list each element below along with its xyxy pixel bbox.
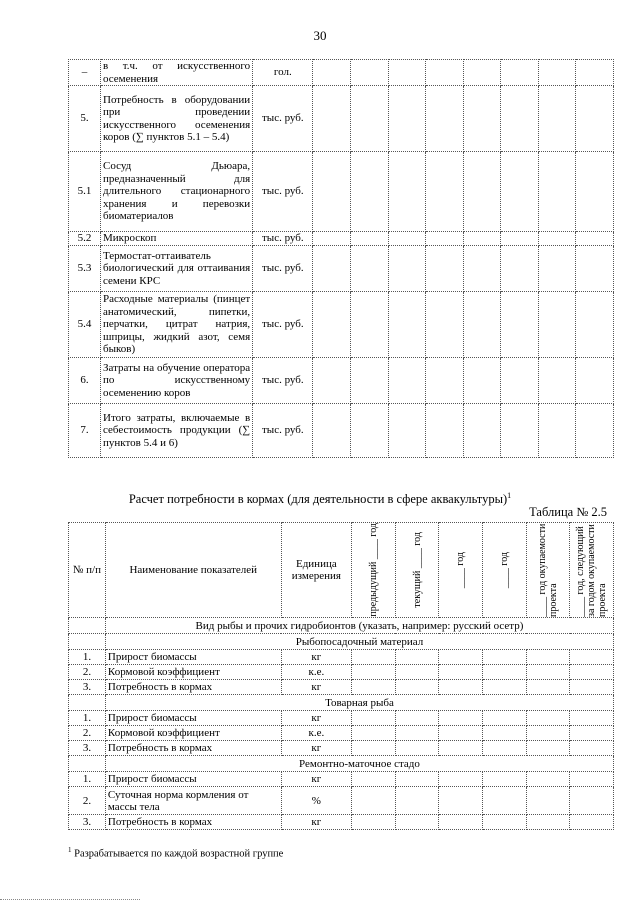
group-title: Ремонтно-маточное стадо: [105, 756, 613, 772]
data-cell: [538, 358, 576, 404]
data-cell: [352, 815, 396, 830]
data-cell: [426, 292, 464, 358]
data-cell: [483, 815, 527, 830]
data-cell: [576, 358, 614, 404]
data-cell: [538, 292, 576, 358]
data-cell: [570, 772, 614, 787]
header-col-5: [526, 523, 570, 618]
data-cell: [351, 246, 389, 292]
data-cell: [439, 665, 483, 680]
species-row: [69, 618, 614, 634]
footnote: [68, 846, 283, 860]
row-name: Потребность в кормах: [105, 815, 281, 830]
row-number: 2.: [69, 787, 106, 815]
row-unit: к.е.: [281, 726, 352, 741]
row-unit: тыс. руб.: [253, 358, 313, 404]
table-row: [69, 711, 614, 726]
header-unit: Единица измерения: [281, 523, 352, 618]
data-cell: [463, 86, 501, 152]
header-num: № п/п: [69, 523, 106, 618]
group-row: [69, 695, 614, 711]
data-cell: [538, 232, 576, 246]
data-cell: [395, 741, 439, 756]
row-name: Итого затраты, включаемые в себестоимость продукции (∑ пунктов 5.4 и 6): [101, 404, 253, 458]
table-row: [69, 815, 614, 830]
row-name: Потребность в кормах: [105, 680, 281, 695]
equipment-cost-table: [68, 59, 614, 458]
row-name: Затраты на обучение оператора по искусственному осеменению коров: [101, 358, 253, 404]
data-cell: [313, 60, 351, 86]
table-row: [69, 741, 614, 756]
data-cell: [426, 152, 464, 232]
footnote-mark-2: 1: [68, 846, 72, 854]
table-row: [69, 232, 614, 246]
header-col-4-text: ____ год: [498, 551, 510, 589]
data-cell: [352, 680, 396, 695]
table-row: [69, 665, 614, 680]
data-cell: [463, 404, 501, 458]
header-col-4: [483, 523, 527, 618]
data-cell: [570, 665, 614, 680]
data-cell: [388, 404, 426, 458]
row-number: 2.: [69, 665, 106, 680]
data-cell: [463, 358, 501, 404]
header-col-2-text: текущий ____ год: [411, 532, 423, 608]
data-cell: [395, 815, 439, 830]
data-cell: [526, 815, 570, 830]
data-cell: [351, 404, 389, 458]
data-cell: [570, 726, 614, 741]
row-unit: кг: [281, 815, 352, 830]
row-number: 5.3: [69, 246, 101, 292]
data-cell: [439, 650, 483, 665]
table-row: [69, 246, 614, 292]
data-cell: [463, 232, 501, 246]
data-cell: [538, 404, 576, 458]
data-cell: [483, 711, 527, 726]
data-cell: [463, 60, 501, 86]
data-cell: [351, 60, 389, 86]
row-unit: тыс. руб.: [253, 152, 313, 232]
data-cell: [395, 680, 439, 695]
row-number: 7.: [69, 404, 101, 458]
data-cell: [439, 815, 483, 830]
data-cell: [388, 292, 426, 358]
data-cell: [526, 772, 570, 787]
row-number: 5.4: [69, 292, 101, 358]
group-row: [69, 634, 614, 650]
row-name: Прирост биомассы: [105, 650, 281, 665]
header-col-3-text: ____ год: [455, 551, 467, 589]
data-cell: [570, 815, 614, 830]
data-cell: [351, 358, 389, 404]
row-number: 1.: [69, 711, 106, 726]
header-col-1-text: предыдущий ____ год: [367, 523, 379, 617]
data-cell: [439, 680, 483, 695]
header-col-6: [570, 523, 614, 618]
row-unit: тыс. руб.: [253, 232, 313, 246]
table-row: [69, 787, 614, 815]
data-cell: [570, 787, 614, 815]
row-unit: кг: [281, 772, 352, 787]
data-cell: [426, 60, 464, 86]
data-cell: [439, 772, 483, 787]
row-unit: кг: [281, 650, 352, 665]
header-name: Наименование показателей: [105, 523, 281, 618]
row-name: Потребность в кормах: [105, 741, 281, 756]
row-name: Микроскоп: [101, 232, 253, 246]
section-title: Расчет потребности в кормах (для деятельности в сфере аквакультуры)$^1$: [128, 491, 512, 507]
data-cell: [538, 60, 576, 86]
data-cell: [576, 246, 614, 292]
table-row: [69, 152, 614, 232]
row-unit: кг: [281, 680, 352, 695]
row-number: 5.1: [69, 152, 101, 232]
header-col-1: [352, 523, 396, 618]
header-col-5-text: ____ год окупаемости проекта: [536, 523, 559, 617]
row-unit: гол.: [253, 60, 313, 86]
data-cell: [576, 292, 614, 358]
data-cell: [538, 86, 576, 152]
data-cell: [351, 292, 389, 358]
data-cell: [526, 711, 570, 726]
data-cell: [526, 741, 570, 756]
row-name: Прирост биомассы: [105, 772, 281, 787]
row-name: Кормовой коэффициент: [105, 665, 281, 680]
data-cell: [483, 665, 527, 680]
data-cell: [463, 292, 501, 358]
row-unit: тыс. руб.: [253, 246, 313, 292]
data-cell: [395, 665, 439, 680]
table-row: [69, 650, 614, 665]
data-cell: [576, 86, 614, 152]
data-cell: [483, 741, 527, 756]
row-name: Потребность в оборудовании при проведении искусственного осеменения коров (∑ пунктов 5.1 – 5.4): [101, 86, 253, 152]
row-number: 1.: [69, 772, 106, 787]
data-cell: [313, 232, 351, 246]
row-unit: к.е.: [281, 665, 352, 680]
table-row: [69, 726, 614, 741]
data-cell: [463, 246, 501, 292]
data-cell: [439, 741, 483, 756]
data-cell: [352, 665, 396, 680]
data-cell: [570, 680, 614, 695]
data-cell: [483, 726, 527, 741]
data-cell: [576, 404, 614, 458]
data-cell: [395, 726, 439, 741]
data-cell: [576, 60, 614, 86]
row-unit: кг: [281, 741, 352, 756]
table-label: Таблица № 2.5: [529, 505, 607, 519]
row-name: Расходные материалы (пинцет анатомический, пипетки, перчатки, цитрат натрия, шприцы, жидкий азот, семя быков): [101, 292, 253, 358]
footnote-text: Разрабатывается по каждой возрастной группе: [74, 848, 284, 860]
table-row: [69, 772, 614, 787]
table-row: [69, 86, 614, 152]
data-cell: [351, 152, 389, 232]
row-number: 2.: [69, 726, 106, 741]
data-cell: [388, 152, 426, 232]
table-row: [69, 404, 614, 458]
data-cell: [570, 711, 614, 726]
row-unit: тыс. руб.: [253, 86, 313, 152]
row-unit: тыс. руб.: [253, 292, 313, 358]
row-number: 5.: [69, 86, 101, 152]
data-cell: [483, 650, 527, 665]
data-cell: [426, 358, 464, 404]
data-cell: [313, 86, 351, 152]
data-cell: [463, 152, 501, 232]
data-cell: [501, 232, 539, 246]
row-number: 1.: [69, 650, 106, 665]
row-name: Прирост биомассы: [105, 711, 281, 726]
data-cell: [313, 358, 351, 404]
data-cell: [352, 726, 396, 741]
table-row: [69, 680, 614, 695]
data-cell: [538, 152, 576, 232]
data-cell: [395, 772, 439, 787]
row-unit: кг: [281, 711, 352, 726]
data-cell: [395, 787, 439, 815]
data-cell: [426, 246, 464, 292]
table-row: [69, 60, 614, 86]
data-cell: [388, 60, 426, 86]
row-unit: %: [281, 787, 352, 815]
data-cell: [351, 232, 389, 246]
footer-divider: [0, 899, 140, 900]
data-cell: [439, 726, 483, 741]
row-number: 5.2: [69, 232, 101, 246]
row-name: Термостат-оттаиватель биологический для оттаивания семени КРС: [101, 246, 253, 292]
group-title: Рыбопосадочный материал: [105, 634, 613, 650]
data-cell: [313, 292, 351, 358]
data-cell: [576, 152, 614, 232]
feed-requirement-table: [68, 522, 614, 830]
data-cell: [526, 665, 570, 680]
data-cell: [352, 650, 396, 665]
data-cell: [426, 232, 464, 246]
header-col-6-text: ____ год, следующий за годом окупаемости проекта: [575, 524, 609, 617]
data-cell: [439, 787, 483, 815]
data-cell: [388, 86, 426, 152]
data-cell: [526, 726, 570, 741]
row-number: 6.: [69, 358, 101, 404]
species-label: Вид рыбы и прочих гидробионтов (указать, например: русский осетр): [105, 618, 613, 634]
table-row: [69, 358, 614, 404]
footnote-mark: 1: [507, 491, 512, 500]
data-cell: [483, 680, 527, 695]
header-row: [69, 523, 614, 618]
data-cell: [501, 152, 539, 232]
data-cell: [351, 86, 389, 152]
data-cell: [501, 60, 539, 86]
data-cell: [501, 404, 539, 458]
data-cell: [483, 787, 527, 815]
data-cell: [313, 152, 351, 232]
row-number: 3.: [69, 741, 106, 756]
row-name: Кормовой коэффициент: [105, 726, 281, 741]
row-unit: тыс. руб.: [253, 404, 313, 458]
data-cell: [395, 650, 439, 665]
data-cell: [501, 358, 539, 404]
data-cell: [570, 650, 614, 665]
data-cell: [352, 741, 396, 756]
data-cell: [352, 787, 396, 815]
page-number: 30: [313, 28, 327, 43]
data-cell: [501, 292, 539, 358]
data-cell: [388, 246, 426, 292]
data-cell: [439, 711, 483, 726]
header-col-2: [395, 523, 439, 618]
data-cell: [501, 86, 539, 152]
data-cell: [426, 86, 464, 152]
row-name: Сосуд Дьюара, предназначенный для длительного стационарного хранения и перевозки биоматериалов: [101, 152, 253, 232]
header-col-3: [439, 523, 483, 618]
data-cell: [501, 246, 539, 292]
data-cell: [388, 232, 426, 246]
data-cell: [570, 741, 614, 756]
data-cell: [352, 772, 396, 787]
row-number: –: [69, 60, 101, 86]
group-title: Товарная рыба: [105, 695, 613, 711]
row-number: 3.: [69, 680, 106, 695]
data-cell: [526, 787, 570, 815]
data-cell: [576, 232, 614, 246]
data-cell: [426, 404, 464, 458]
row-name: Суточная норма кормления от массы тела: [105, 787, 281, 815]
data-cell: [388, 358, 426, 404]
data-cell: [395, 711, 439, 726]
data-cell: [313, 404, 351, 458]
data-cell: [352, 711, 396, 726]
row-number: 3.: [69, 815, 106, 830]
data-cell: [526, 650, 570, 665]
data-cell: [538, 246, 576, 292]
data-cell: [483, 772, 527, 787]
group-row: [69, 756, 614, 772]
data-cell: [526, 680, 570, 695]
table-row: [69, 292, 614, 358]
row-name: в т.ч. от искусственного осеменения: [101, 60, 253, 86]
data-cell: [313, 246, 351, 292]
